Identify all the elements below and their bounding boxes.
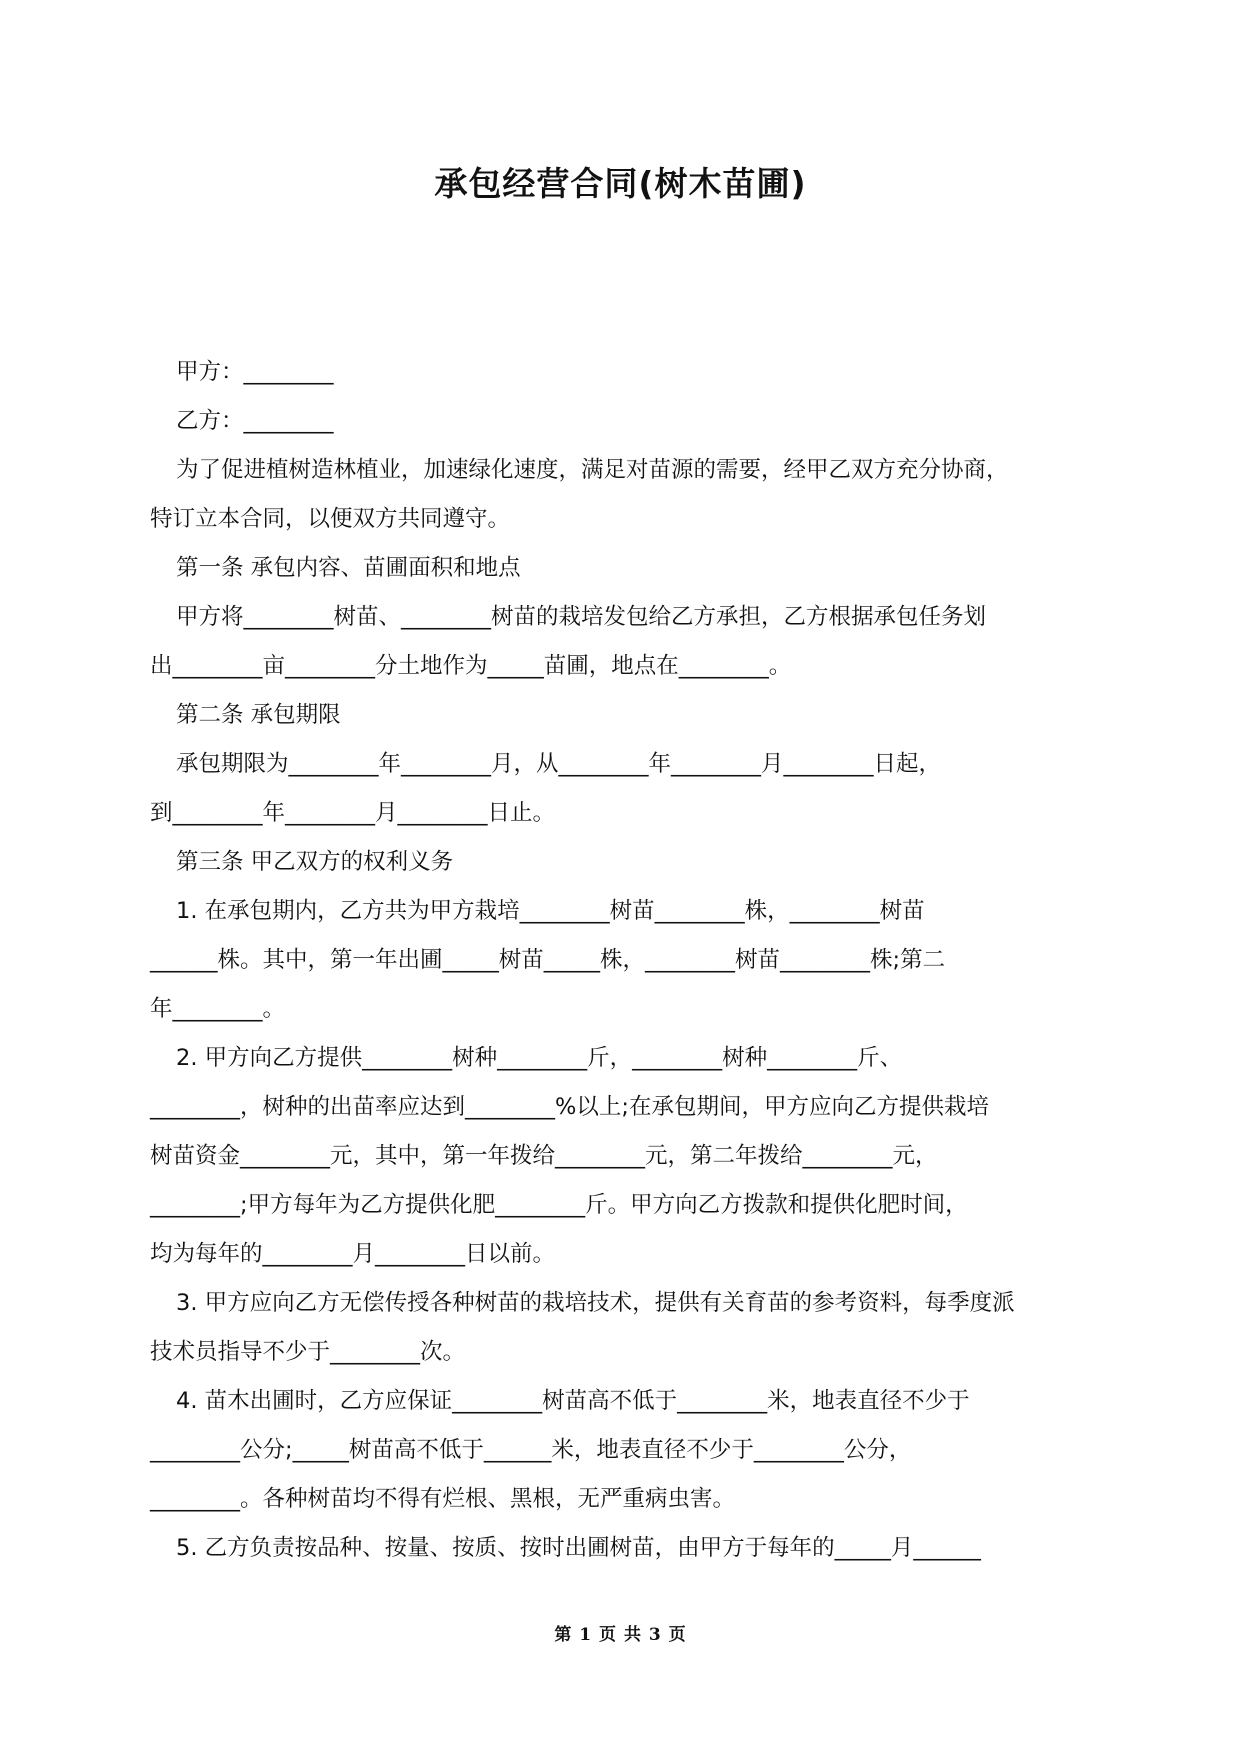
document-line: 出________亩________分土地作为_____苗圃，地点在________。 bbox=[150, 653, 792, 679]
document-line: 3. 甲方应向乙方无偿传授各种树苗的栽培技术，提供有关育苗的参考资料，每季度派 bbox=[176, 1290, 1015, 1316]
document-title: 承包经营合同(树木苗圃) bbox=[434, 164, 807, 203]
document-line: ________。各种树苗均不得有烂根、黑根，无严重病虫害。 bbox=[150, 1486, 736, 1512]
document-line: 乙方：________ bbox=[176, 408, 334, 434]
document-line: ________公分;_____树苗高不低于______米，地表直径不少于________公分， bbox=[150, 1437, 912, 1463]
document-line: 到________年________月________日止。 bbox=[150, 800, 556, 826]
document-line: 第一条 承包内容、苗圃面积和地点 bbox=[176, 555, 521, 581]
document-line: 承包期限为________年________月，从________年________月________日起， bbox=[176, 751, 942, 777]
document-line: 树苗资金________元，其中，第一年拨给________元，第二年拨给________元， bbox=[150, 1143, 938, 1169]
document-line: 第三条 甲乙双方的权利义务 bbox=[176, 849, 454, 875]
document-line: 4. 苗木出圃时，乙方应保证________树苗高不低于________米，地表直径不少于 bbox=[176, 1388, 970, 1414]
document-body bbox=[150, 348, 1110, 1573]
document-line: 5. 乙方负责按品种、按量、按质、按时出圃树苗，由甲方于每年的_____月______ bbox=[176, 1535, 981, 1561]
document-line: 2. 甲方向乙方提供________树种________斤，________树种________斤、 bbox=[176, 1045, 903, 1071]
document-line: ______株。其中，第一年出圃_____树苗_____株，________树苗________株;第二 bbox=[150, 947, 946, 973]
document-line: 均为每年的________月________日以前。 bbox=[150, 1241, 556, 1267]
document-line: ________;甲方每年为乙方提供化肥________斤。甲方向乙方拨款和提供化肥时间， bbox=[150, 1192, 968, 1218]
document-line: 为了促进植树造林植业，加速绿化速度，满足对苗源的需要，经甲乙双方充分协商， bbox=[176, 457, 1009, 483]
document-line: ________，树种的出苗率应达到________%以上;在承包期间，甲方应向乙方提供栽培 bbox=[150, 1094, 989, 1120]
document-line: 年________。 bbox=[150, 996, 286, 1022]
document-line: 甲方将________树苗、________树苗的栽培发包给乙方承担，乙方根据承包任务划 bbox=[176, 604, 987, 630]
document-line: 第二条 承包期限 bbox=[176, 702, 341, 728]
page-footer: 第 1 页 共 3 页 bbox=[554, 1625, 687, 1645]
document-line: 技术员指导不少于________次。 bbox=[150, 1339, 466, 1365]
document-line: 1. 在承包期内，乙方共为甲方栽培________树苗________株，________树苗 bbox=[176, 898, 925, 924]
document-line: 甲方：________ bbox=[176, 359, 334, 385]
document-line: 特订立本合同，以便双方共同遵守。 bbox=[150, 506, 511, 532]
